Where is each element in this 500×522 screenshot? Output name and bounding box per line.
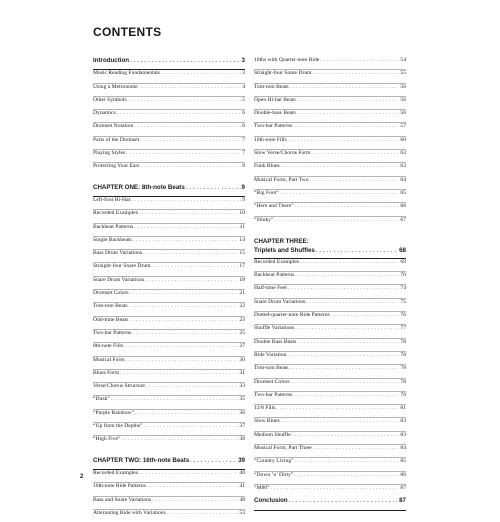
toc-entry[interactable] xyxy=(93,262,245,275)
toc-entry[interactable] xyxy=(254,378,406,391)
toc-entry-page: 3 xyxy=(241,57,245,64)
dot-leader xyxy=(130,58,240,64)
dot-leader xyxy=(126,358,239,363)
dot-leader xyxy=(294,473,399,478)
toc-entry-title: Two-bar Patterns xyxy=(254,391,293,398)
toc-entry-page: 5 xyxy=(242,96,245,103)
toc-entry-title: Recorded Examples xyxy=(93,210,138,217)
toc-entry-page: 48 xyxy=(239,496,245,503)
dot-leader xyxy=(293,393,399,398)
toc-entry[interactable] xyxy=(254,284,406,297)
toc-entry[interactable] xyxy=(93,83,245,96)
dot-leader xyxy=(145,278,238,283)
toc-entry-title: CHAPTER ONE: 8th-note Beats xyxy=(93,183,185,191)
toc-entry[interactable] xyxy=(254,83,406,96)
toc-entry-page: 76 xyxy=(400,312,406,319)
toc-entry-page: 79 xyxy=(400,391,406,398)
toc-entry-title: Drumset Notation xyxy=(93,123,134,130)
toc-entry[interactable] xyxy=(254,404,406,417)
dot-leader xyxy=(124,344,238,349)
toc-entry[interactable] xyxy=(254,69,406,82)
toc-entry[interactable] xyxy=(254,202,406,215)
toc-entry-page: 75 xyxy=(400,298,406,305)
dot-leader xyxy=(134,225,238,230)
dot-leader xyxy=(129,304,239,309)
toc-entry-page: 64 xyxy=(400,176,406,183)
chapter-label: CHAPTER THREE: xyxy=(254,237,309,245)
dot-leader xyxy=(130,291,239,296)
toc-entry[interactable] xyxy=(93,223,245,236)
toc-entry-page: 63 xyxy=(400,163,406,170)
dot-leader xyxy=(186,185,241,191)
toc-entry-title: Protecting Your Ears xyxy=(93,163,140,170)
toc-entry[interactable] xyxy=(254,57,406,69)
toc-entry-page: 40 xyxy=(239,469,245,476)
dot-leader xyxy=(111,397,239,402)
dot-leader xyxy=(129,318,238,323)
toc-entry-title: Other Symbols xyxy=(93,96,127,103)
toc-entry-title: Blues Form xyxy=(93,369,120,376)
toc-entry-title: Shuffle Variations xyxy=(254,325,295,332)
toc-entry-title: Recorded Examples xyxy=(254,258,299,265)
toc-entry[interactable] xyxy=(254,457,406,470)
toc-entry-page: 18 xyxy=(239,276,245,283)
toc-entry[interactable] xyxy=(93,70,245,82)
dot-leader xyxy=(271,486,400,491)
toc-entry-title: Open Hi-hat Beats xyxy=(254,96,296,103)
toc-entry-page: 68 xyxy=(399,246,406,254)
toc-entry[interactable] xyxy=(93,409,245,422)
dot-leader xyxy=(126,151,241,156)
toc-entry-page: 55 xyxy=(400,70,406,77)
toc-entry-title: Introduction xyxy=(93,57,130,64)
toc-entry-page: 36 xyxy=(239,409,245,416)
section-gap xyxy=(254,229,406,237)
toc-entry[interactable] xyxy=(254,431,406,444)
toc-entry-page: 3 xyxy=(242,70,245,77)
dot-leader xyxy=(292,433,400,438)
toc-entry-title: Two-bar Patterns xyxy=(93,329,132,336)
dot-leader xyxy=(140,164,241,169)
toc-entry-page: 78 xyxy=(400,365,406,372)
toc-chapter-heading[interactable] xyxy=(93,57,245,70)
toc-entry-page: 21 xyxy=(239,290,245,297)
toc-entry-title: Half-time Feel xyxy=(254,285,287,292)
toc-entry[interactable] xyxy=(254,189,406,202)
toc-entry[interactable] xyxy=(93,209,245,222)
toc-entry-page: 66 xyxy=(400,203,406,210)
toc-entry-title: “Country Living” xyxy=(254,458,294,465)
toc-entry-title: Musical Form, Part Two xyxy=(254,176,309,183)
toc-entry-title: Conclusion xyxy=(254,497,288,505)
toc-entry-title: Slow Verse/Chorus Form xyxy=(254,150,311,157)
toc-entry-title: Funk Blues xyxy=(254,163,280,170)
toc-entry[interactable] xyxy=(93,122,245,135)
toc-entry[interactable] xyxy=(254,338,406,351)
toc-entry[interactable] xyxy=(254,122,406,135)
toc-entry-page: 78 xyxy=(400,351,406,358)
toc-entry-page: 54 xyxy=(400,57,406,63)
toc-chapter-heading[interactable] xyxy=(254,497,406,510)
toc-entry-title: Alternating Ride with Variations xyxy=(93,509,166,516)
toc-entry[interactable] xyxy=(93,435,245,448)
toc-entry-title: Snare Drum Variations xyxy=(93,276,145,283)
toc-chapter-heading[interactable] xyxy=(93,184,245,197)
toc-entry-page: 11 xyxy=(239,223,245,230)
toc-entry[interactable] xyxy=(93,302,245,315)
dot-leader xyxy=(306,300,399,305)
toc-entry-title: Playing Styles xyxy=(93,150,126,157)
toc-entry[interactable] xyxy=(254,176,406,189)
toc-entry-page: 57 xyxy=(400,123,406,130)
toc-entry[interactable] xyxy=(93,342,245,355)
toc-entry-page: 78 xyxy=(400,378,406,385)
toc-entry-page: 86 xyxy=(400,471,406,478)
toc-entry-title: “Here and There” xyxy=(254,203,294,210)
dot-leader xyxy=(280,191,400,196)
dot-leader xyxy=(290,366,400,371)
toc-entry-title: CHAPTER TWO: 16th-note Beats xyxy=(93,456,190,464)
toc-chapter-heading[interactable] xyxy=(93,457,245,470)
dot-leader xyxy=(146,384,238,389)
dot-leader xyxy=(134,124,241,129)
toc-entry-page: 87 xyxy=(399,497,406,505)
dot-leader xyxy=(295,326,399,331)
toc-entry[interactable] xyxy=(254,311,406,324)
toc-entry-page: 85 xyxy=(400,458,406,465)
toc-entry-title: Tom-tom Beats xyxy=(254,83,289,90)
toc-entry-page: 22 xyxy=(239,303,245,310)
toc-entry[interactable] xyxy=(93,470,245,482)
toc-entry-title: Using a Metronome xyxy=(93,83,138,90)
toc-entry-page: 41 xyxy=(239,483,245,490)
toc-entry-title: Double Bass Beats xyxy=(254,338,297,345)
dot-leader xyxy=(295,459,400,464)
dot-leader xyxy=(288,286,400,291)
toc-entry[interactable] xyxy=(254,444,406,457)
toc-entry[interactable] xyxy=(254,162,406,175)
toc-entry[interactable] xyxy=(93,356,245,369)
toc-entry[interactable] xyxy=(254,351,406,364)
dot-leader xyxy=(147,484,239,489)
toc-entry[interactable] xyxy=(93,162,245,175)
toc-entry-page: 63 xyxy=(400,150,406,157)
dot-leader xyxy=(152,498,238,503)
toc-entry[interactable] xyxy=(93,329,245,342)
toc-entry-page: 7 xyxy=(242,136,245,143)
toc-entry-title: Musical Form xyxy=(93,356,125,363)
dot-leader xyxy=(297,340,399,345)
toc-entry-page: 53 xyxy=(239,509,245,516)
toc-entry-title: 16th-note Ride Patterns xyxy=(93,483,146,490)
dot-leader xyxy=(331,313,400,318)
toc-entry[interactable] xyxy=(93,136,245,149)
toc-entry[interactable] xyxy=(254,364,406,377)
toc-entry[interactable] xyxy=(254,259,406,271)
dot-leader xyxy=(132,331,238,336)
toc-entry-page: 23 xyxy=(239,316,245,323)
toc-entry-page: 7 xyxy=(242,150,245,157)
toc-entry-page: 77 xyxy=(400,325,406,332)
toc-entry[interactable] xyxy=(93,276,245,289)
toc-entry-title: “Big Foot” xyxy=(254,189,279,196)
dot-leader xyxy=(293,124,399,129)
dot-leader xyxy=(128,98,241,103)
toc-entry-page: 17 xyxy=(239,263,245,270)
toc-entry-title: Dynamics xyxy=(93,110,116,117)
toc-entry-title: Bass and Snare Variations xyxy=(93,496,152,503)
toc-entry-title: 16th-note Fills xyxy=(254,136,287,143)
dot-leader xyxy=(290,85,400,90)
toc-entry-title: 12/8 Fills xyxy=(254,405,276,412)
dot-leader xyxy=(117,111,242,116)
dot-leader xyxy=(288,138,400,143)
toc-entry-title: Bass Drum Variations xyxy=(93,250,142,257)
dot-leader xyxy=(161,71,241,76)
section-gap xyxy=(93,176,245,184)
dot-leader xyxy=(143,251,238,256)
dot-leader xyxy=(312,71,399,76)
dot-leader xyxy=(135,411,238,416)
toc-entry-page: 78 xyxy=(400,338,406,345)
toc-entry-page: 27 xyxy=(239,343,245,350)
toc-entry-title: Medium Shuffle xyxy=(254,431,291,438)
dot-leader xyxy=(313,446,400,451)
toc-entry-title: Snare Drum Variations xyxy=(254,298,306,305)
toc-entry[interactable] xyxy=(254,271,406,284)
dot-leader xyxy=(320,58,399,63)
toc-entry[interactable] xyxy=(254,149,406,162)
toc-entry-page: 83 xyxy=(400,418,406,425)
toc-entry-page: 30 xyxy=(239,356,245,363)
dot-leader xyxy=(297,111,400,116)
toc-entry-page: 87 xyxy=(400,484,406,491)
toc-entry-page: 8 xyxy=(242,163,245,170)
dot-leader xyxy=(291,380,400,385)
dot-leader xyxy=(297,98,400,103)
dot-leader xyxy=(300,260,400,265)
toc-entry-title: Recorded Examples xyxy=(93,469,138,476)
dot-leader xyxy=(287,353,399,358)
toc-entry-title: Double-bass Beats xyxy=(254,110,296,117)
toc-entry[interactable] xyxy=(254,109,406,122)
toc-entry[interactable] xyxy=(93,316,245,329)
dot-leader xyxy=(144,424,239,429)
toc-entry-title: Tom-tom Beats xyxy=(93,303,128,310)
dot-leader xyxy=(281,164,400,169)
toc-entry-page: 74 xyxy=(400,285,406,292)
dot-leader xyxy=(151,264,238,269)
toc-entry-page: 56 xyxy=(400,96,406,103)
dot-leader xyxy=(190,458,237,464)
toc-entry-page: 37 xyxy=(239,423,245,430)
toc-entry-page: 83 xyxy=(400,431,406,438)
toc-entry-title: “Dusk” xyxy=(93,396,110,403)
toc-entry-page: 56 xyxy=(400,83,406,90)
toc-entry-title: Tom-tom Beats xyxy=(254,365,289,372)
toc-entry-title: Ride Variation xyxy=(254,351,287,358)
toc-entry-page: 9 xyxy=(242,196,245,203)
dot-leader xyxy=(281,419,400,424)
toc-entry-page: 39 xyxy=(238,456,245,464)
toc-entry[interactable] xyxy=(254,417,406,430)
dot-leader xyxy=(140,138,241,143)
toc-entry-page: 60 xyxy=(400,136,406,143)
toc-entry[interactable] xyxy=(93,236,245,249)
toc-entry[interactable] xyxy=(93,369,245,382)
toc-entry[interactable] xyxy=(93,197,245,209)
toc-entry-page: 67 xyxy=(400,216,406,223)
toc-entry-title: Straight-four Snare Drum xyxy=(254,70,312,77)
toc-entry[interactable] xyxy=(93,422,245,435)
toc-entry-title: Left-foot Hi-Hat xyxy=(93,196,131,203)
toc-entry[interactable] xyxy=(254,484,406,497)
toc-entry-page: 9 xyxy=(241,183,245,191)
toc-entry[interactable] xyxy=(254,471,406,484)
dot-leader xyxy=(120,371,238,376)
toc-entry-page: 25 xyxy=(239,329,245,336)
toc-entry[interactable] xyxy=(93,149,245,162)
toc-entry-page: 33 xyxy=(239,383,245,390)
dot-leader xyxy=(295,204,400,209)
toc-entry-title: 8th-note Fills xyxy=(93,343,123,350)
toc-entry[interactable] xyxy=(93,395,245,408)
toc-entry-page: 15 xyxy=(239,250,245,257)
page-title: CONTENTS xyxy=(93,25,162,39)
toc-entry[interactable] xyxy=(93,289,245,302)
toc-entry-title: Straight-four Snare Drum xyxy=(93,263,151,270)
page-number: 2 xyxy=(80,474,84,480)
dot-leader xyxy=(316,248,398,254)
toc-entry-page: 81 xyxy=(400,405,406,412)
toc-entry-title: “M80” xyxy=(254,484,270,491)
toc-entry-title: Verse/Chorus Structure xyxy=(93,383,146,390)
toc-entry-title: Backbeat Patterns xyxy=(93,223,134,230)
toc-entry-title: Music Reading Fundamentals xyxy=(93,70,160,77)
toc-entry-title: “High Five” xyxy=(93,436,121,443)
toc-entry[interactable] xyxy=(93,509,245,522)
toc-entry[interactable] xyxy=(254,96,406,109)
dot-leader xyxy=(289,498,398,504)
toc-entry-title: Backbeat Patterns xyxy=(254,272,295,279)
dot-leader xyxy=(167,511,239,516)
toc-entry-title: Single Backbeats xyxy=(93,236,132,243)
toc-entry-title: Musical Form, Part Three xyxy=(254,445,312,452)
toc-entry-title: Parts of the Drumset xyxy=(93,136,140,143)
toc-entry-page: 31 xyxy=(239,369,245,376)
toc-entry-page: 38 xyxy=(239,436,245,443)
toc-entry[interactable] xyxy=(93,109,245,122)
toc-entry-title: 16ths with Quarter-note Ride xyxy=(254,57,320,63)
dot-leader xyxy=(139,471,239,476)
dot-leader xyxy=(275,218,400,223)
toc-entry-page: 65 xyxy=(400,189,406,196)
toc-entry[interactable] xyxy=(93,382,245,395)
dot-leader xyxy=(122,437,239,442)
toc-entry-title: “Slinky” xyxy=(254,216,274,223)
toc-column-left xyxy=(93,57,245,522)
toc-entry[interactable] xyxy=(93,249,245,262)
toc-entry[interactable] xyxy=(254,298,406,311)
toc-entry-title: Drumset Colors xyxy=(254,378,290,385)
toc-entry[interactable] xyxy=(93,496,245,509)
dot-leader xyxy=(310,178,400,183)
dot-leader xyxy=(295,273,399,278)
toc-entry[interactable] xyxy=(254,324,406,337)
dot-leader xyxy=(276,406,399,411)
toc-entry-page: 35 xyxy=(239,396,245,403)
toc-entry-title: Two-bar Patterns xyxy=(254,123,293,130)
dot-leader xyxy=(139,85,241,90)
dot-leader xyxy=(139,211,239,216)
toc-entry-page: 69 xyxy=(400,258,406,265)
toc-entry-title: “Purple Rainbow” xyxy=(93,409,135,416)
toc-entry-page: 84 xyxy=(400,445,406,452)
toc-entry-page: 70 xyxy=(400,272,406,279)
toc-column-right xyxy=(254,57,406,511)
toc-entry[interactable] xyxy=(254,216,406,229)
toc-entry-title: Dotted-quarter-note Ride Patterns xyxy=(254,312,330,319)
toc-entry-title: “Down ’n’ Dirty” xyxy=(254,471,294,478)
toc-entry-title: Slow Blues xyxy=(254,418,280,425)
toc-entry-page: 10 xyxy=(239,210,245,217)
toc-entry-page: 6 xyxy=(242,110,245,117)
toc-entry-page: 4 xyxy=(242,83,245,90)
toc-entry[interactable] xyxy=(93,482,245,495)
toc-entry[interactable] xyxy=(93,96,245,109)
toc-entry[interactable] xyxy=(254,136,406,149)
toc-entry-page: 6 xyxy=(242,123,245,130)
toc-entry-title: Drumset Colors xyxy=(93,290,129,297)
dot-leader xyxy=(133,238,239,243)
dot-leader xyxy=(131,198,241,203)
toc-entry-page: 14 xyxy=(239,236,245,243)
toc-entry-title: Odd-time Beats xyxy=(93,316,129,323)
toc-entry-page: 56 xyxy=(400,110,406,117)
dot-leader xyxy=(311,151,399,156)
toc-chapter-heading[interactable] xyxy=(254,237,406,259)
toc-entry[interactable] xyxy=(254,391,406,404)
toc-entry-title: “Up from the Depths” xyxy=(93,423,143,430)
toc-entry-title: Triplets and Shuffles xyxy=(254,246,315,254)
section-gap xyxy=(93,449,245,457)
